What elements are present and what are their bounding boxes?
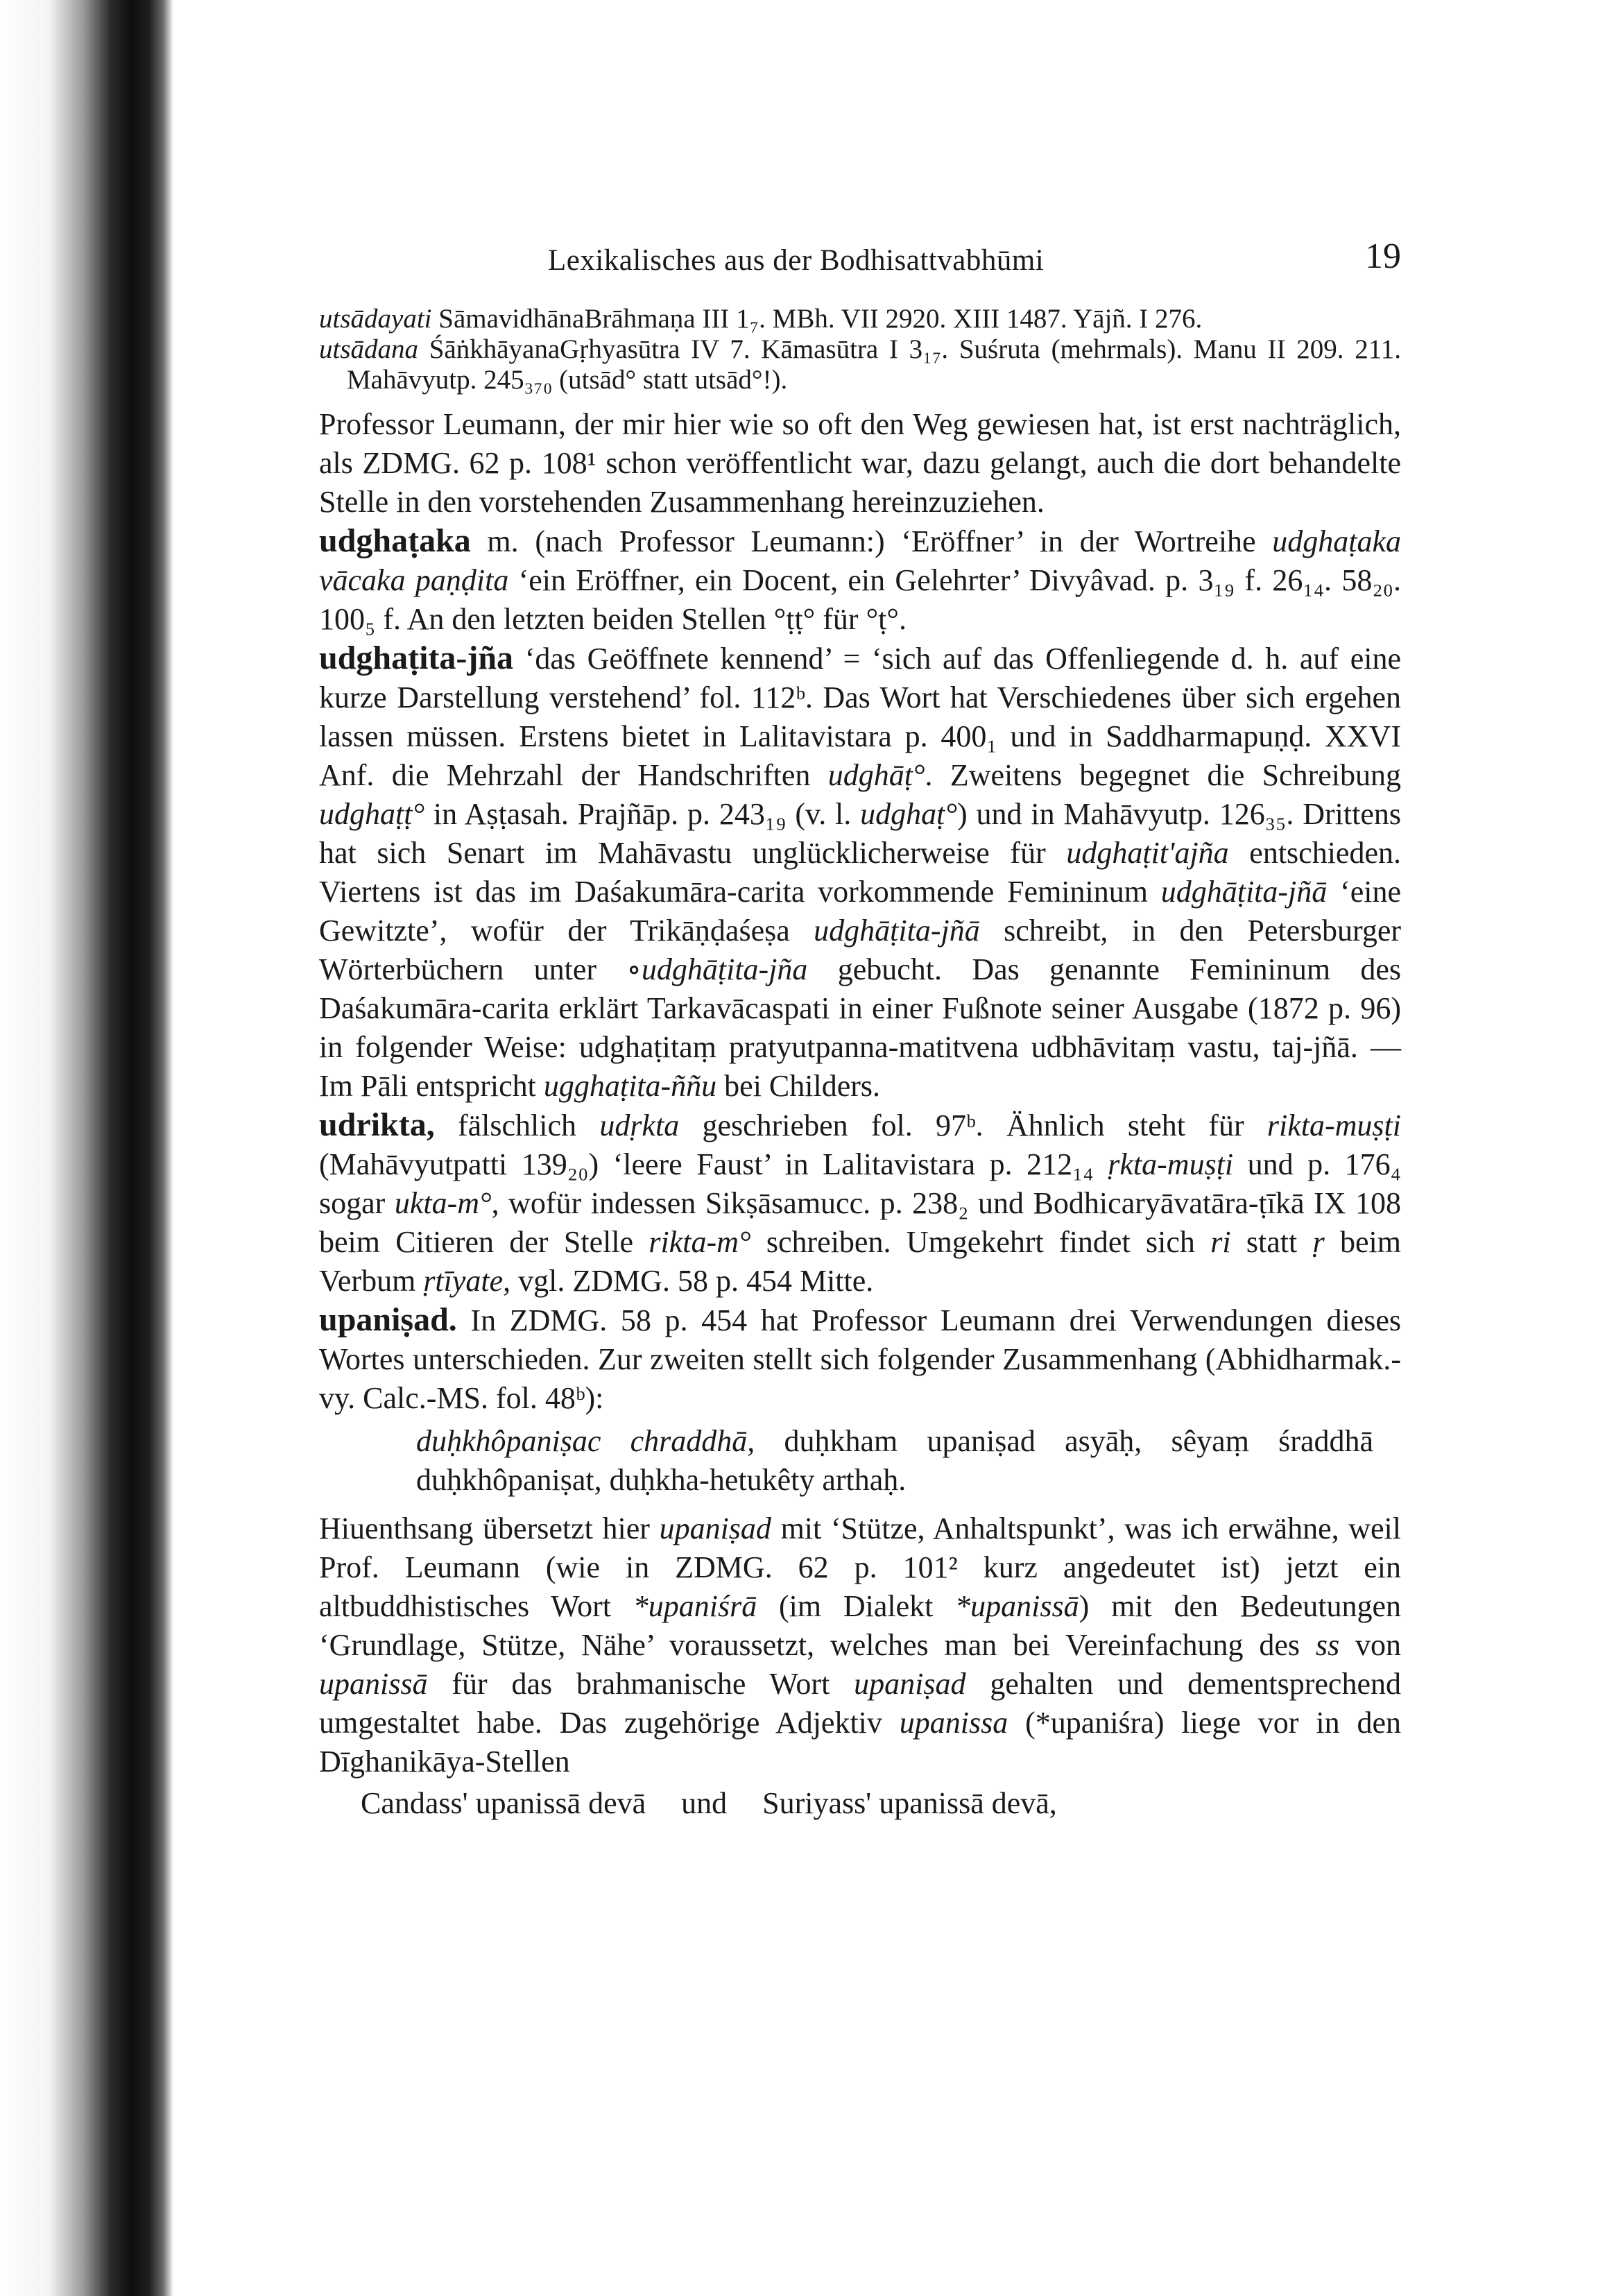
entry-text: entschieden. Viertens ist das im Daśakumāra-carita vorkommende Femininum <box>319 836 1401 909</box>
closing-text: von <box>1339 1628 1402 1662</box>
closing-text: (im Dialekt <box>757 1589 956 1623</box>
entry-italic: udghaṭaka vācaka paṇḍita <box>319 524 1401 597</box>
entry-italic: udghaṭṭ° <box>319 797 425 831</box>
sanskrit-quotation <box>319 1422 1401 1500</box>
entry-text: fälschlich <box>434 1108 600 1142</box>
entry-italic: udghāṭita-jñā <box>814 914 980 948</box>
entry-italic: udghāṭ° <box>827 758 925 792</box>
entry-text: ‘ein Eröffner, ein Docent, ein Gelehrter’ Divyâvad. p. 3₁₉ f. 26₁₄. 58₂₀. 100₅ f. An den letzten beiden Stellen °ṭṭ° für °ṭ°. <box>319 563 1401 636</box>
entry-italic: ugghaṭita-ññu <box>543 1069 717 1103</box>
entry-italic: udghaṭit'ajña <box>1066 836 1229 870</box>
verse-part: Candass' upanissā devā <box>361 1786 646 1820</box>
page-header <box>319 236 1401 291</box>
closing-italic: upaniṣad <box>854 1667 966 1701</box>
closing-italic: *upaniśrā <box>633 1589 757 1623</box>
entry-text: , vgl. ZDMG. 58 p. 454 Mitte. <box>503 1264 874 1298</box>
entry-text: beim Verbum <box>319 1225 1401 1298</box>
pali-verse-line <box>319 1784 1401 1823</box>
entry-italic: ṛtīyate <box>423 1264 504 1298</box>
intro-paragraph: Professor Leumann, der mir hier wie so oft den Weg gewiesen hat, ist erst nachträglich, als ZDMG. 62 p. 108¹ schon veröffentlicht war, dazu gelangt, auch die dort behandelte Stelle in den vorstehenden Zusammenhang hereinzuziehen. <box>319 407 1401 519</box>
closing-text: Hiuenthsang übersetzt hier <box>319 1511 660 1545</box>
entry-text: (Mahāvyutpatti 139₂₀) ‘leere Faust’ in Lalitavistara p. 212₁₄ <box>319 1147 1108 1181</box>
closing-italic: upanissā <box>319 1667 428 1701</box>
page-content <box>319 236 1401 1823</box>
entry-italic: rikta-m° <box>649 1225 751 1259</box>
entry-text: statt <box>1230 1225 1313 1259</box>
entry-text: bei Childers. <box>716 1069 881 1103</box>
entry-text: in Aṣṭasah. Prajñāp. p. 243₁₉ (v. l. <box>424 797 861 831</box>
closing-text: für das brahmanische Wort <box>427 1667 855 1701</box>
entry-text: . Zweitens begegnet die Schreibung <box>925 758 1401 792</box>
entry-italic: udghaṭ° <box>860 797 957 831</box>
entry-text: geschrieben fol. 97ᵇ. Ähnlich steht für <box>679 1108 1267 1142</box>
closing-text: gehalten und dementsprechend umgestaltet habe. Das zugehörige Adjektiv <box>319 1667 1401 1740</box>
entry-italic: ri <box>1210 1225 1231 1259</box>
entry-text: ) und in Mahāvyutp. 126₃₅. Drittens hat sich Senart im Mahāvastu unglücklicherweise für <box>319 797 1401 870</box>
entry-udrikta <box>319 1106 1401 1301</box>
closing-paragraph <box>319 1509 1401 1781</box>
citation-utsadayati <box>319 304 1401 334</box>
entry-text: , wofür indessen Sikṣāsamucc. p. 238₂ und Bodhicaryāvatāra-ṭīkā IX 108 beim Citieren der Stelle <box>319 1186 1401 1259</box>
citation-term: utsādana <box>319 334 419 364</box>
entry-italic: ṛ <box>1312 1225 1325 1259</box>
citation-text: SāmavidhānaBrāhmaṇa III 1₇. MBh. VII 2920. XIII 1487. Yājñ. I 276. <box>431 304 1203 334</box>
entry-udghatita-jna <box>319 639 1401 1106</box>
citation-utsadana <box>319 334 1401 395</box>
entry-text: ‘das Geöffnete kennend’ = ‘sich auf das Offenliegende d. h. auf eine kurze Darstellung verstehend’ fol. 112ᵇ. Das Wort hat Verschiedenes über sich ergehen lassen müssen. Erstens bietet in Lalitavistara p. 400₁ und in Saddharmapuṇḍ. XXVI Anf. die Mehrzahl der Handschriften <box>319 642 1401 792</box>
quote-italic: duḥkhôpaniṣac chraddhā <box>416 1424 748 1458</box>
citation-block <box>319 304 1401 395</box>
entry-upanisad <box>319 1301 1401 1418</box>
closing-italic: *upanissā <box>955 1589 1079 1623</box>
closing-text: mit ‘Stütze, Anhaltspunkt’, was ich erwähne, weil Prof. Leumann (wie in ZDMG. 62 p. 101² kurz angedeutet ist) jetzt ein altbuddhistisches Wort <box>319 1511 1401 1623</box>
entry-headword: upaniṣad. <box>319 1301 457 1338</box>
verse-part: und <box>681 1786 728 1820</box>
entry-text: ‘eine Gewitzte’, wofür der Trikāṇḍaśeṣa <box>319 875 1401 948</box>
entry-italic: udghāṭita-jñā <box>1160 875 1328 909</box>
closing-italic: upaniṣad <box>659 1511 771 1545</box>
page-number: 19 <box>1365 237 1401 276</box>
entry-italic: rikta-muṣṭi <box>1266 1108 1401 1142</box>
entry-text: schreibt, in den Petersburger Wörterbüchern unter <box>319 914 1401 986</box>
closing-italic: upanissa <box>899 1706 1008 1740</box>
entry-italic: udṛkta <box>599 1108 680 1142</box>
running-title: Lexikalisches aus der Bodhisattvabhūmi <box>548 244 1045 277</box>
entry-text: gebucht. Das genannte Femininum des Daśakumāra-carita erklärt Tarkavācaspati in einer Fußnote seiner Ausgabe (1872 p. 96) in folgender Weise: udghaṭitaṃ pratyutpanna-matitvena udbhāvitaṃ vastu, taj-jñā. — Im Pāli entspricht <box>319 952 1401 1103</box>
book-binding-shadow <box>0 0 173 2296</box>
entry-text: schreiben. Umgekehrt findet sich <box>750 1225 1211 1259</box>
quote-text: , duḥkham upaniṣad asyāḥ, sêyaṃ śraddhā duḥkhôpaniṣat, duḥkha-hetukêty arthaḥ. <box>416 1424 1373 1497</box>
verse-part: Suriyass' upanissā devā, <box>762 1786 1057 1820</box>
entry-italic: ṛkta-muṣṭi <box>1108 1147 1234 1181</box>
closing-italic: ss <box>1315 1628 1340 1662</box>
closing-text: ) mit den Bedeutungen ‘Grundlage, Stütze, Nähe’ voraussetzt, welches man bei Vereinfachung des <box>319 1589 1402 1662</box>
entry-italic: ukta-m° <box>394 1186 492 1220</box>
closing-text: (*upaniśra) liege vor in den Dīghanikāya-Stellen <box>319 1706 1401 1779</box>
entry-headword: udrikta, <box>319 1106 435 1143</box>
entry-italic: ∘udghāṭita-jña <box>626 952 808 986</box>
entry-udghataka <box>319 522 1401 639</box>
entry-text: und p. 176₄ sogar <box>319 1147 1402 1220</box>
citation-text: ŚāṅkhāyanaGṛhyasūtra IV 7. Kāmasūtra I 3₁₇. Suśruta (mehrmals). Manu II 209. 211. Mahāvyutp. 245₃₇₀ (utsād° statt utsād°!). <box>347 334 1401 395</box>
entry-headword: udghaṭita-jña <box>319 640 514 676</box>
entry-headword: udghaṭaka <box>319 522 471 559</box>
entry-text: m. (nach Professor Leumann:) ‘Eröffner’ in der Wortreihe <box>470 524 1273 558</box>
citation-term: utsādayati <box>319 304 432 334</box>
entry-text: In ZDMG. 58 p. 454 hat Professor Leumann drei Verwendungen dieses Wortes unterschieden. Zur zweiten stellt sich folgender Zusammenhang (Abhidharmak.-vy. Calc.-MS. fol. 48ᵇ): <box>319 1303 1401 1415</box>
